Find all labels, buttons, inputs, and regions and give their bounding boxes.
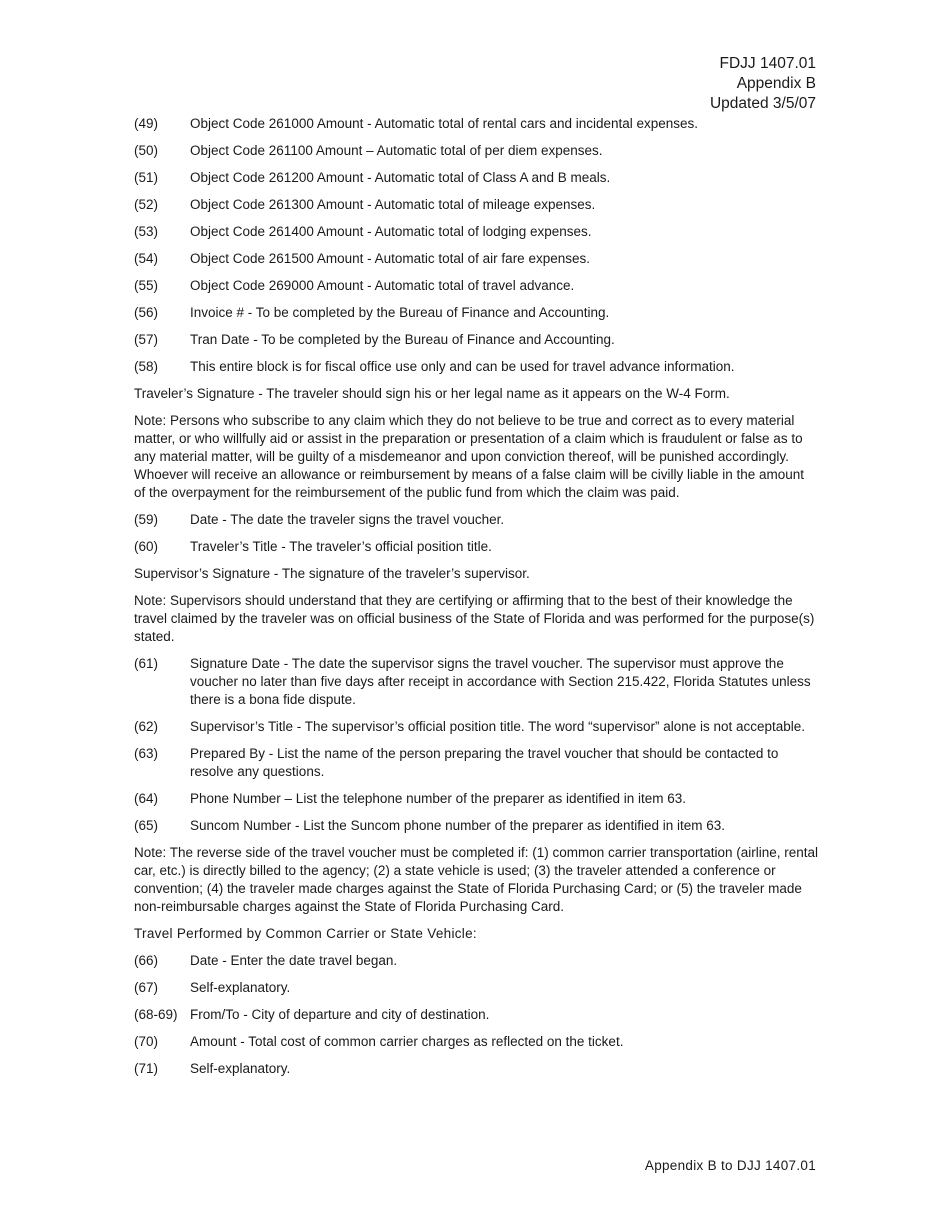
list-item — [134, 142, 819, 160]
list-item — [134, 511, 819, 529]
header-document-id: FDJJ 1407.01 — [719, 55, 816, 72]
list-item — [134, 979, 819, 997]
item-number: (59) — [134, 512, 159, 527]
list-item — [134, 538, 819, 556]
item-text: Object Code 261200 Amount - Automatic total of Class A and B meals. — [190, 170, 611, 185]
item-number: (65) — [134, 818, 159, 833]
item-number: (60) — [134, 539, 159, 554]
reverse-side-note-paragraph: Note: The reverse side of the travel voucher must be completed if: (1) common carrier transportation (airline, rental car, etc.) is directly billed to the agency; (2) a state vehicle is used; (3) the traveler attended a conference or convention; (4) the traveler made charges against the State of Florida Purchasing Card; or (5) the traveler made non-reimbursable charges against the State of Florida Purchasing Card. — [134, 845, 819, 914]
item-number: (66) — [134, 953, 159, 968]
item-number: (64) — [134, 791, 159, 806]
item-text: Traveler’s Title - The traveler’s official position title. — [190, 539, 492, 554]
item-text: Date - The date the traveler signs the travel voucher. — [190, 512, 505, 527]
item-number: (56) — [134, 305, 159, 320]
item-text: Tran Date - To be completed by the Bureau of Finance and Accounting. — [190, 332, 615, 347]
list-item — [134, 1033, 819, 1051]
item-number: (67) — [134, 980, 159, 995]
item-text: Prepared By - List the name of the person preparing the travel voucher that should be contacted to resolve any questions. — [190, 746, 779, 779]
list-item — [134, 115, 819, 133]
item-number: (51) — [134, 170, 159, 185]
item-number: (58) — [134, 359, 159, 374]
fraud-note-paragraph: Note: Persons who subscribe to any claim which they do not believe to be true and correct as to every material matter, or who willfully aid or assist in the preparation or presentation of a claim which is fraudulent or false as to any material matter, will be guilty of a misdemeanor and upon conviction thereof, will be punished accordingly. Whoever will receive an allowance or reimbursement by means of a false claim will be civilly liable in the amount of the overpayment for the reimbursement of the public fund from which the claim was paid. — [134, 413, 805, 500]
list-item — [134, 745, 819, 781]
list-item — [134, 331, 819, 349]
item-number: (71) — [134, 1061, 159, 1076]
list-item — [134, 790, 819, 808]
item-number: (52) — [134, 197, 159, 212]
item-text: Object Code 261000 Amount - Automatic total of rental cars and incidental expenses. — [190, 116, 699, 131]
item-text: Object Code 261100 Amount – Automatic total of per diem expenses. — [190, 143, 603, 158]
item-text: Signature Date - The date the supervisor signs the travel voucher. The supervisor must approve the voucher no later than five days after receipt in accordance with Section 215.422, Florida Statutes unless there is a bona fide dispute. — [190, 656, 811, 707]
item-text: Self-explanatory. — [190, 980, 291, 995]
item-text: Invoice # - To be completed by the Bureau of Finance and Accounting. — [190, 305, 610, 320]
item-text: Amount - Total cost of common carrier charges as reflected on the ticket. — [190, 1034, 624, 1049]
item-text: Date - Enter the date travel began. — [190, 953, 398, 968]
list-item — [134, 1060, 819, 1078]
item-number: (54) — [134, 251, 159, 266]
supervisor-note-paragraph: Note: Supervisors should understand that they are certifying or affirming that to the best of their knowledge the travel claimed by the traveler was on official business of the State of Florida and was performed for the purpose(s) stated. — [134, 593, 815, 644]
item-number: (62) — [134, 719, 159, 734]
item-number: (68-69) — [134, 1007, 178, 1022]
list-item — [134, 250, 819, 268]
list-item — [134, 1006, 819, 1024]
item-text: Supervisor’s Title - The supervisor’s official position title. The word “supervisor” alone is not acceptable. — [190, 719, 806, 734]
section-heading: Travel Performed by Common Carrier or State Vehicle: — [134, 926, 477, 941]
list-item — [134, 358, 819, 376]
item-text: Suncom Number - List the Suncom phone number of the preparer as identified in item 63. — [190, 818, 726, 833]
list-item — [134, 655, 819, 709]
item-number: (53) — [134, 224, 159, 239]
supervisors-signature-paragraph: Supervisor’s Signature - The signature of the traveler’s supervisor. — [134, 566, 530, 581]
item-text: Self-explanatory. — [190, 1061, 291, 1076]
list-item — [134, 817, 819, 835]
item-number: (63) — [134, 746, 159, 761]
list-item — [134, 304, 819, 322]
travelers-signature-paragraph: Traveler’s Signature - The traveler should sign his or her legal name as it appears on the W-4 Form. — [134, 386, 730, 401]
list-item — [134, 169, 819, 187]
list-item — [134, 223, 819, 241]
item-text: Phone Number – List the telephone number of the preparer as identified in item 63. — [190, 791, 687, 806]
item-number: (50) — [134, 143, 159, 158]
list-item — [134, 196, 819, 214]
item-text: From/To - City of departure and city of destination. — [190, 1007, 490, 1022]
item-text: This entire block is for fiscal office use only and can be used for travel advance information. — [190, 359, 735, 374]
document-body — [134, 115, 819, 1087]
item-text: Object Code 261400 Amount - Automatic total of lodging expenses. — [190, 224, 592, 239]
list-item — [134, 952, 819, 970]
list-item — [134, 277, 819, 295]
page-footer: Appendix B to DJJ 1407.01 — [644, 1158, 816, 1173]
item-number: (57) — [134, 332, 159, 347]
item-number: (55) — [134, 278, 159, 293]
page-header — [710, 54, 816, 114]
item-number: (70) — [134, 1034, 159, 1049]
item-number: (49) — [134, 116, 159, 131]
item-text: Object Code 269000 Amount - Automatic total of travel advance. — [190, 278, 575, 293]
list-item — [134, 718, 819, 736]
header-updated-date: Updated 3/5/07 — [709, 95, 816, 112]
item-text: Object Code 261300 Amount - Automatic total of mileage expenses. — [190, 197, 596, 212]
item-number: (61) — [134, 656, 159, 671]
header-appendix: Appendix B — [736, 75, 816, 92]
item-text: Object Code 261500 Amount - Automatic total of air fare expenses. — [190, 251, 590, 266]
